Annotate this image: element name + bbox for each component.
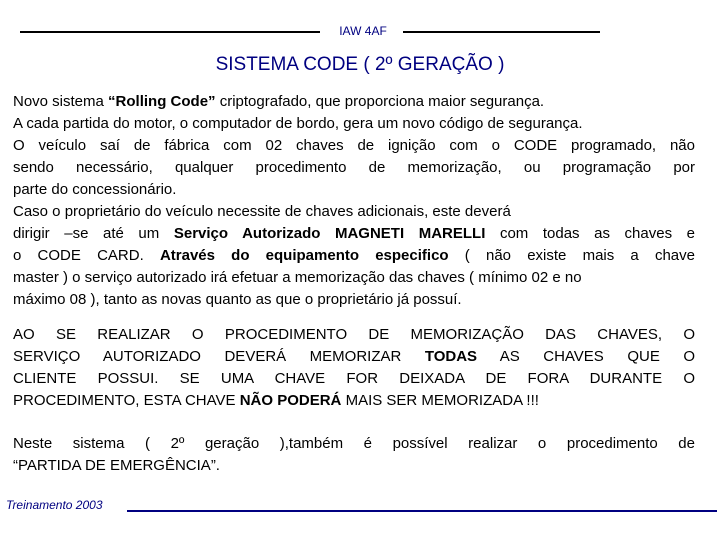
page-title: SISTEMA CODE ( 2º GERAÇÃO ) — [215, 54, 505, 75]
paragraph-warning — [13, 324, 695, 412]
paragraph-rolling-code — [13, 91, 695, 311]
text-line: Caso o proprietário do veículo necessite de chaves adicionais, este deverá — [13, 203, 511, 220]
text-line: O veículo saí de fábrica com 02 chaves de ignição com o CODE programado, não — [13, 137, 695, 154]
text-line: “PARTIDA DE EMERGÊNCIA”. — [13, 457, 220, 474]
header-label: IAW 4AF — [339, 24, 387, 38]
text-line: Novo sistema “Rolling Code” criptografado, que proporciona maior segurança. — [13, 93, 545, 110]
text-line: AO SE REALIZAR O PROCEDIMENTO DE MEMORIZAÇÃO DAS CHAVES, O — [13, 326, 695, 343]
text-line: o CODE CARD. Através do equipamento especifico ( não existe mais a chave — [13, 247, 695, 264]
text-line: máximo 08 ), tanto as novas quanto as que o proprietário já possuí. — [13, 291, 462, 308]
text-line: A cada partida do motor, o computador de bordo, gera um novo código de segurança. — [13, 115, 583, 132]
footer-rule — [127, 510, 717, 512]
text-line: master ) o serviço autorizado irá efetuar a memorização das chaves ( mínimo 02 e no — [13, 269, 582, 286]
text-line: PROCEDIMENTO, ESTA CHAVE NÃO PODERÁ MAIS SER MEMORIZADA !!! — [13, 392, 539, 409]
header-rule-right — [403, 31, 600, 33]
text-line: Neste sistema ( 2º geração ),também é possível realizar o procedimento de — [13, 435, 695, 452]
text-line: CLIENTE POSSUI. SE UMA CHAVE FOR DEIXADA DE FORA DURANTE O — [13, 370, 695, 387]
header-rule-left — [20, 31, 320, 33]
text-line: sendo necessário, qualquer procedimento de memorização, ou programação por — [13, 159, 695, 176]
text-line: parte do concessionário. — [13, 181, 177, 198]
text-line: dirigir –se até um Serviço Autorizado MAGNETI MARELLI com todas as chaves e — [13, 225, 695, 242]
text-line: SERVIÇO AUTORIZADO DEVERÁ MEMORIZAR TODAS AS CHAVES QUE O — [13, 348, 695, 365]
paragraph-emergency-start — [13, 433, 695, 477]
footer-label: Treinamento 2003 — [6, 498, 103, 512]
